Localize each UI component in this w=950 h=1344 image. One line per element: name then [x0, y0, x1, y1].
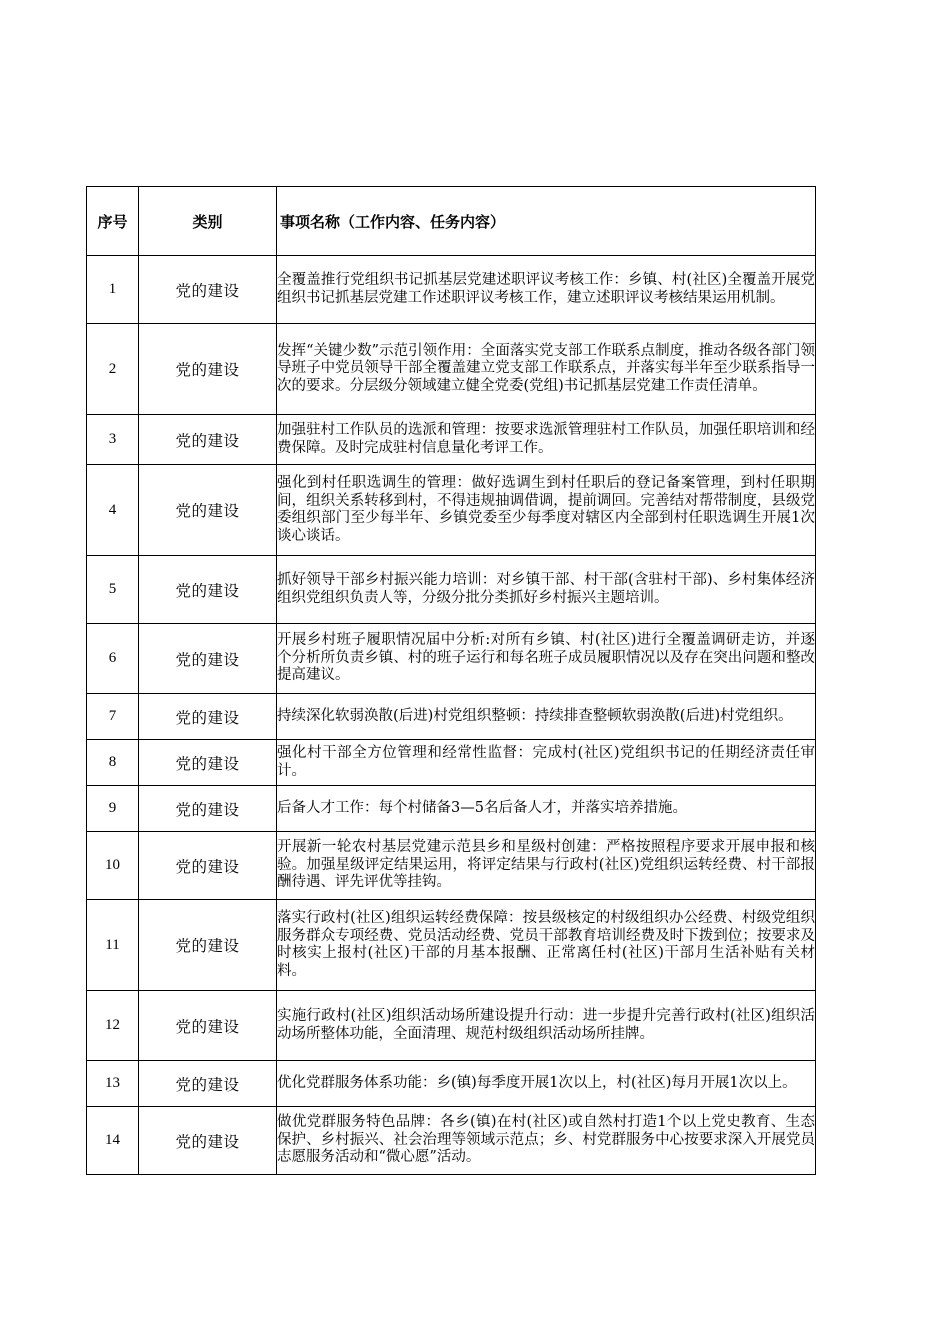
row-index: 1 [87, 256, 139, 324]
row-item: 加强驻村工作队员的选派和管理：按要求选派管理驻村工作队员，加强任职培训和经费保障。及时完成驻村信息量化考评工作。 [277, 415, 816, 465]
row-category: 党的建设 [139, 556, 277, 624]
table-row [87, 556, 816, 624]
row-category: 党的建设 [139, 624, 277, 694]
row-category: 党的建设 [139, 900, 277, 991]
row-item: 实施行政村(社区)组织活动场所建设提升行动：进一步提升完善行政村(社区)组织活动场所整体功能，全面清理、规范村级组织活动场所挂牌。 [277, 991, 816, 1061]
row-index: 7 [87, 694, 139, 740]
table-row [87, 1061, 816, 1107]
row-category: 党的建设 [139, 1107, 277, 1175]
row-item: 后备人才工作：每个村储备3—5名后备人才，并落实培养措施。 [277, 786, 816, 832]
row-item: 发挥“关键少数”示范引领作用：全面落实党支部工作联系点制度，推动各级各部门领导班子中党员领导干部全覆盖建立党支部工作联系点，并落实每半年至少联系指导一次的要求。分层级分领域建立健全党委(党组)书记抓基层党建工作责任清单。 [277, 324, 816, 415]
table-row [87, 624, 816, 694]
row-item: 全覆盖推行党组织书记抓基层党建述职评议考核工作：乡镇、村(社区)全覆盖开展党组织书记抓基层党建工作述职评议考核工作，建立述职评议考核结果运用机制。 [277, 256, 816, 324]
header-category: 类别 [139, 187, 277, 256]
table-row [87, 832, 816, 900]
task-table [86, 186, 816, 1175]
row-category: 党的建设 [139, 465, 277, 556]
table-row [87, 465, 816, 556]
row-index: 13 [87, 1061, 139, 1107]
row-item: 持续深化软弱涣散(后进)村党组织整顿：持续排查整顿软弱涣散(后进)村党组织。 [277, 694, 816, 740]
row-category: 党的建设 [139, 256, 277, 324]
row-index: 10 [87, 832, 139, 900]
table-row [87, 415, 816, 465]
table-row [87, 991, 816, 1061]
row-item: 开展乡村班子履职情况届中分析:对所有乡镇、村(社区)进行全覆盖调研走访，并逐个分析所负责乡镇、村的班子运行和每名班子成员履职情况以及存在突出问题和整改提高建议。 [277, 624, 816, 694]
table-row [87, 324, 816, 415]
row-index: 12 [87, 991, 139, 1061]
row-item: 强化到村任职选调生的管理：做好选调生到村任职后的登记备案管理，到村任职期间，组织关系转移到村，不得违规抽调借调，提前调回。完善结对帮带制度，县级党委组织部门至少每半年、乡镇党委至少每季度对辖区内全部到村任职选调生开展1次谈心谈话。 [277, 465, 816, 556]
table-row [87, 694, 816, 740]
row-item: 做优党群服务特色品牌：各乡(镇)在村(社区)或自然村打造1个以上党史教育、生态保护、乡村振兴、社会治理等领域示范点；乡、村党群服务中心按要求深入开展党员志愿服务活动和“微心愿”活动。 [277, 1107, 816, 1175]
row-index: 8 [87, 740, 139, 786]
table-row [87, 1107, 816, 1175]
row-index: 11 [87, 900, 139, 991]
row-index: 9 [87, 786, 139, 832]
row-index: 14 [87, 1107, 139, 1175]
row-category: 党的建设 [139, 740, 277, 786]
table-row [87, 900, 816, 991]
row-category: 党的建设 [139, 786, 277, 832]
row-category: 党的建设 [139, 324, 277, 415]
row-index: 2 [87, 324, 139, 415]
row-category: 党的建设 [139, 991, 277, 1061]
table-row [87, 256, 816, 324]
header-item: 事项名称（工作内容、任务内容） [277, 187, 816, 256]
row-item: 强化村干部全方位管理和经常性监督：完成村(社区)党组织书记的任期经济责任审计。 [277, 740, 816, 786]
row-item: 优化党群服务体系功能：乡(镇)每季度开展1次以上，村(社区)每月开展1次以上。 [277, 1061, 816, 1107]
row-category: 党的建设 [139, 415, 277, 465]
row-category: 党的建设 [139, 694, 277, 740]
header-index: 序号 [87, 187, 139, 256]
row-item: 落实行政村(社区)组织运转经费保障：按县级核定的村级组织办公经费、村级党组织服务群众专项经费、党员活动经费、党员干部教育培训经费及时下拨到位；按要求及时核实上报村(社区)干部的月基本报酬、正常离任村(社区)干部月生活补贴有关材料。 [277, 900, 816, 991]
row-index: 6 [87, 624, 139, 694]
row-category: 党的建设 [139, 1061, 277, 1107]
table-header-row [87, 187, 816, 256]
row-index: 4 [87, 465, 139, 556]
table-row [87, 740, 816, 786]
table-row [87, 786, 816, 832]
row-category: 党的建设 [139, 832, 277, 900]
row-index: 3 [87, 415, 139, 465]
row-index: 5 [87, 556, 139, 624]
row-item: 抓好领导干部乡村振兴能力培训：对乡镇干部、村干部(含驻村干部)、乡村集体经济组织党组织负责人等，分级分批分类抓好乡村振兴主题培训。 [277, 556, 816, 624]
row-item: 开展新一轮农村基层党建示范县乡和星级村创建：严格按照程序要求开展申报和核验。加强星级评定结果运用，将评定结果与行政村(社区)党组织运转经费、村干部报酬待遇、评先评优等挂钩。 [277, 832, 816, 900]
